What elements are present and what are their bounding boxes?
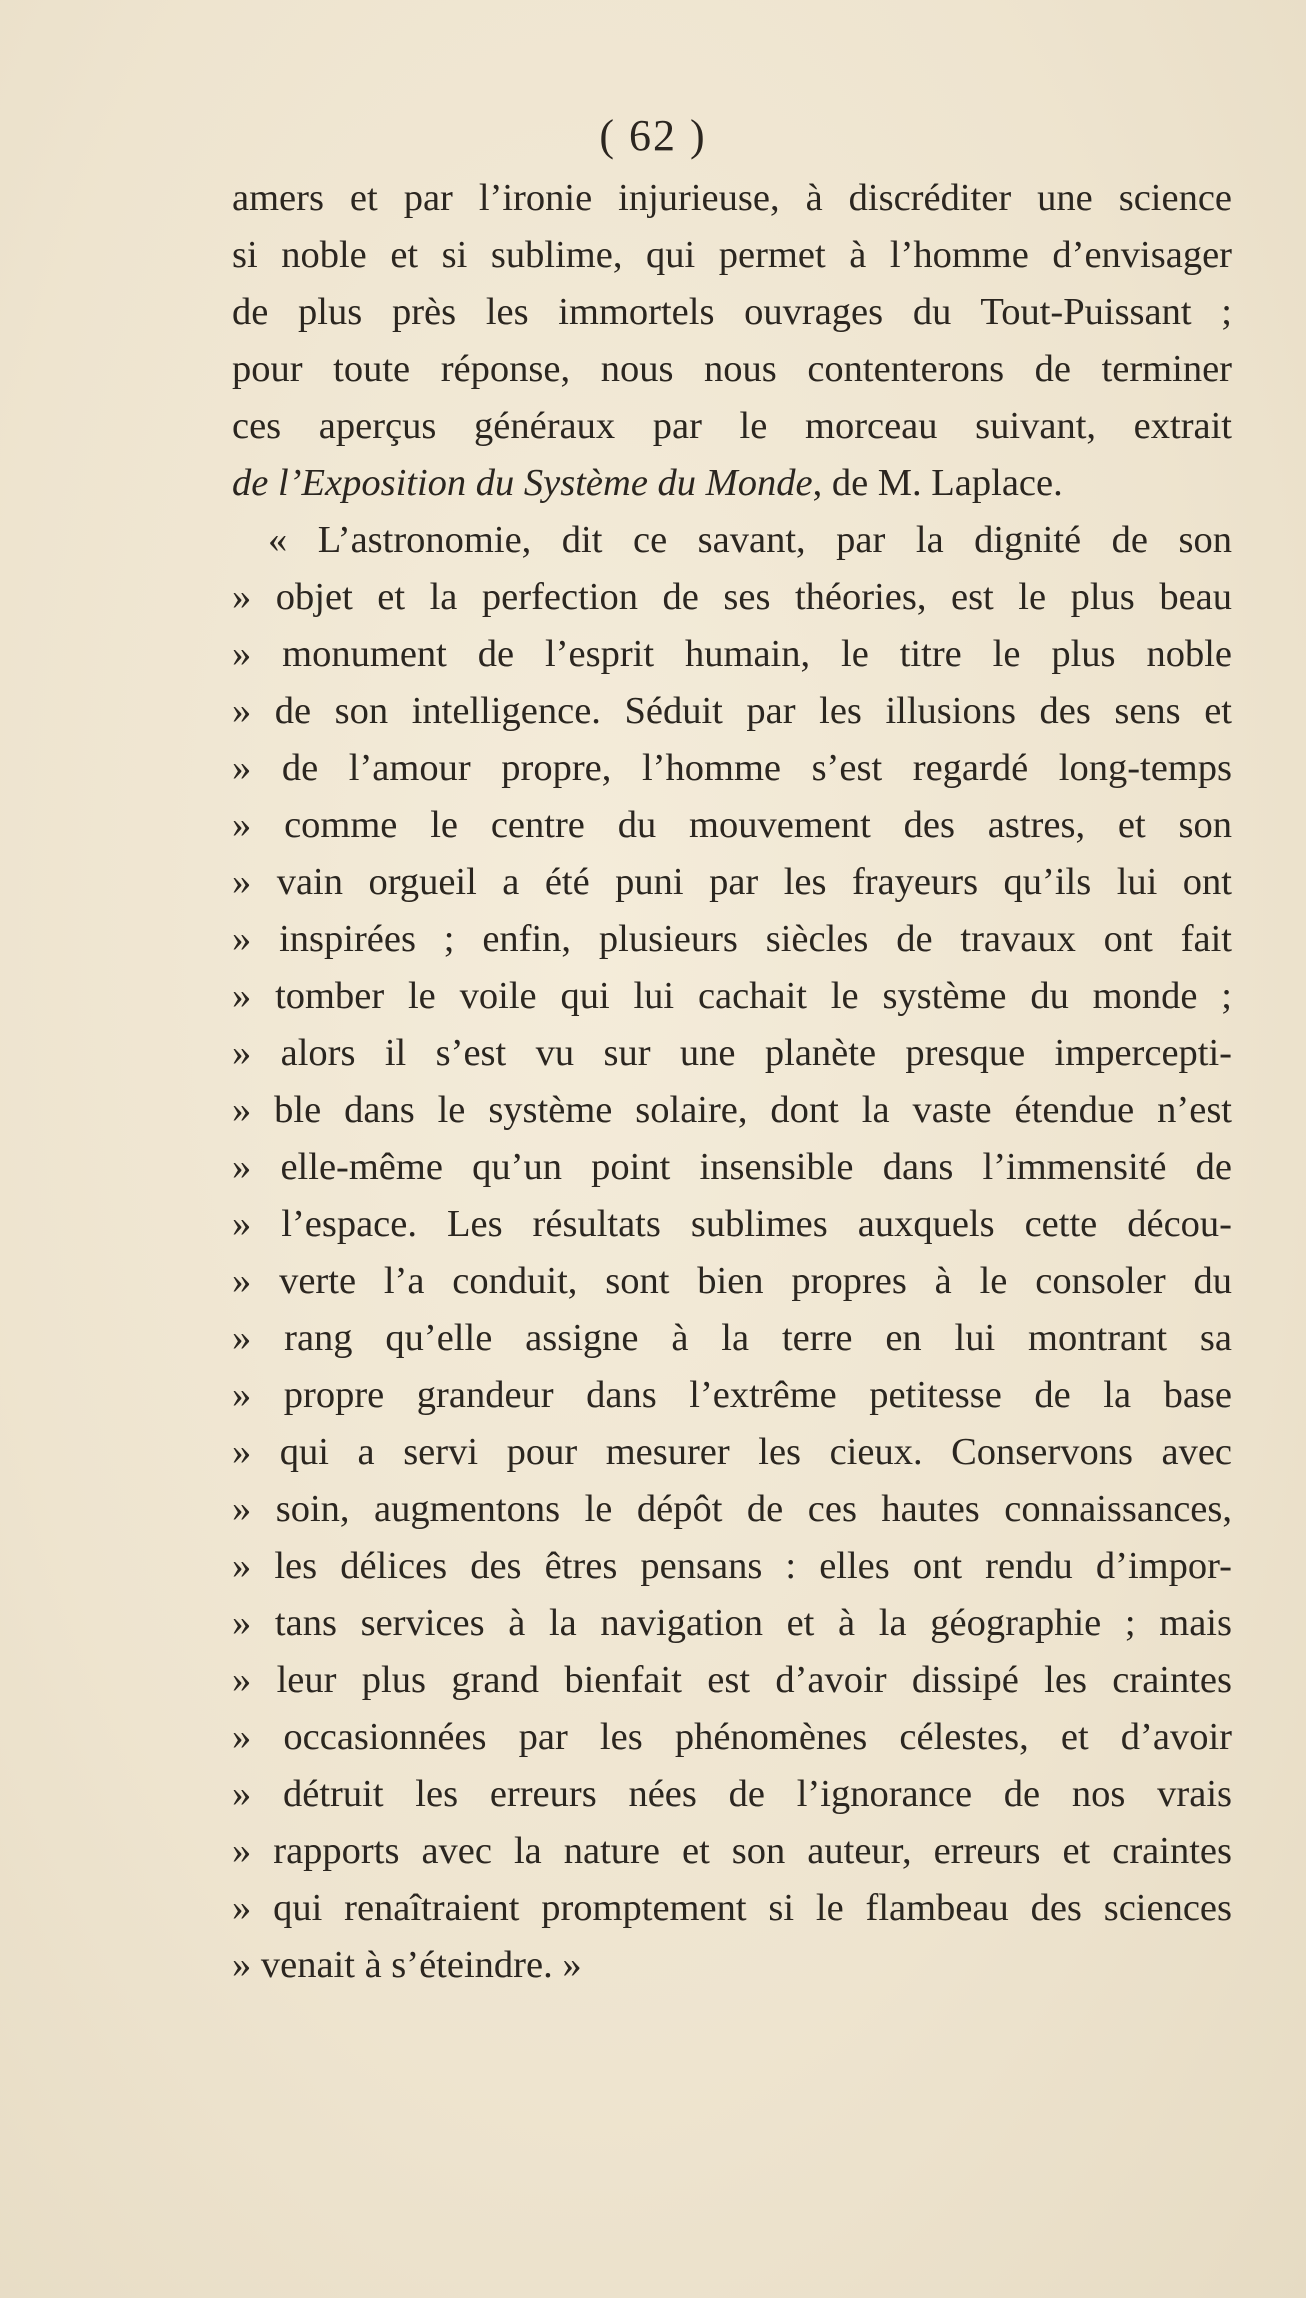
- page-number: ( 62 ): [599, 111, 707, 160]
- quote-line: » de l’amour propre, l’homme s’est regardé long-temps: [232, 747, 1232, 789]
- quote-line: » l’espace. Les résultats sublimes auxquels cette décou-: [232, 1203, 1232, 1245]
- cited-author: , de M. Laplace.: [812, 462, 1063, 504]
- quote-line: » soin, augmentons le dépôt de ces hautes connaissances,: [232, 1488, 1232, 1530]
- text-line: si noble et si sublime, qui permet à l’homme d’envisager: [232, 234, 1232, 276]
- quote-line: » inspirées ; enfin, plusieurs siècles de travaux ont fait: [232, 918, 1232, 960]
- quote-line: » comme le centre du mouvement des astres, et son: [232, 804, 1232, 846]
- quote-line: » détruit les erreurs nées de l’ignorance de nos vrais: [232, 1773, 1232, 1815]
- quote-line: » qui a servi pour mesurer les cieux. Conservons avec: [232, 1431, 1232, 1473]
- text-line: pour toute réponse, nous nous contenterons de terminer: [232, 348, 1232, 390]
- quote-line: » vain orgueil a été puni par les frayeurs qu’ils lui ont: [232, 861, 1232, 903]
- text-line: amers et par l’ironie injurieuse, à discréditer une science: [232, 177, 1232, 219]
- text-line: de plus près les immortels ouvrages du Tout-Puissant ;: [232, 291, 1232, 333]
- quote-line: » de son intelligence. Séduit par les illusions des sens et: [232, 690, 1232, 732]
- quote-line: » rang qu’elle assigne à la terre en lui montrant sa: [232, 1317, 1232, 1359]
- quote-line: » qui renaîtraient promptement si le flambeau des sciences: [232, 1887, 1232, 1929]
- cited-work-title: de l’Exposition du Système du Monde: [232, 462, 813, 504]
- quote-line: » elle-même qu’un point insensible dans l’immensité de: [232, 1146, 1232, 1188]
- text-line-citation: [232, 455, 1232, 512]
- quote-line: » monument de l’esprit humain, le titre le plus noble: [232, 633, 1232, 675]
- quote-line: » occasionnées par les phénomènes célestes, et d’avoir: [232, 1716, 1232, 1758]
- quote-line: » propre grandeur dans l’extrême petitesse de la base: [232, 1374, 1232, 1416]
- quote-line: » alors il s’est vu sur une planète presque impercepti-: [232, 1032, 1232, 1074]
- quote-line: » les délices des êtres pensans : elles ont rendu d’impor-: [232, 1545, 1232, 1587]
- quote-line: » ble dans le système solaire, dont la vaste étendue n’est: [232, 1089, 1232, 1131]
- quote-line: » tans services à la navigation et à la géographie ; mais: [232, 1602, 1232, 1644]
- quote-line: » tomber le voile qui lui cachait le système du monde ;: [232, 975, 1232, 1017]
- quote-line: « L’astronomie, dit ce savant, par la dignité de son: [268, 519, 1232, 561]
- quote-line-final: » venait à s’éteindre. »: [232, 1944, 582, 1986]
- body-text: [232, 170, 1232, 1994]
- quote-line: » verte l’a conduit, sont bien propres à le consoler du: [232, 1260, 1232, 1302]
- quote-line: » leur plus grand bienfait est d’avoir dissipé les craintes: [232, 1659, 1232, 1701]
- text-line: ces aperçus généraux par le morceau suivant, extrait: [232, 405, 1232, 447]
- quote-line: » rapports avec la nature et son auteur, erreurs et craintes: [232, 1830, 1232, 1872]
- quote-line: » objet et la perfection de ses théories, est le plus beau: [232, 576, 1232, 618]
